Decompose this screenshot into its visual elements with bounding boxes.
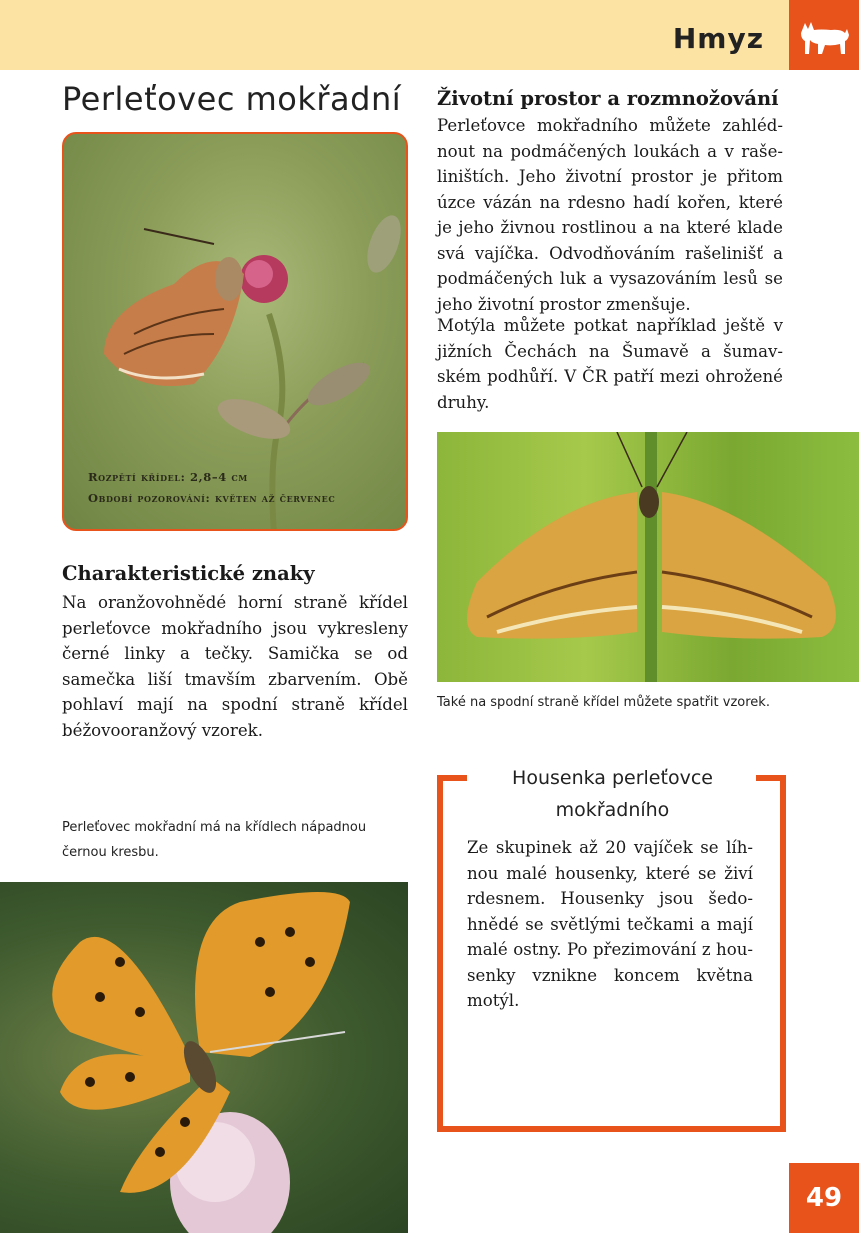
wingspan-fact: Rozpětí křídel: 2,8–4 cm <box>88 470 248 484</box>
section-title: Hmyz <box>672 22 764 55</box>
photo3-caption: Perleťovec mokřadní má na křídlech nápadnou černou kresbu. <box>62 820 367 860</box>
page-number-box <box>789 1163 859 1233</box>
butterfly-photo-underside <box>437 432 859 682</box>
caterpillar-box-text: Ze skupinek až 20 vajíček se líhnou malé housenky, které se živí rdesnem. Housenky jsou šedohnědé se světlými tečkami a mají malé ostny. Po přezimování z housenky vznikne koncem května motýl. <box>467 838 753 1010</box>
characteristics-heading: Charakteristické znaky <box>62 562 315 585</box>
box-bracket-left <box>437 775 467 1132</box>
characteristics-text: Na oranžovohnědé horní straně křídel perleťovce mokřadního jsou vykresleny černé linky a tečky. Samička se od samečka liší tmavším zbarvením. Obě pohlaví mají na spodní straně křídel béžovooranžový vzorek. <box>62 593 408 740</box>
habitat-text-2: Motýla můžete potkat například ještě v jižních Čechách na Šumavě a šumavském podhůří. V ČR patří mezi ohrožené druhy. <box>437 316 783 412</box>
lynx-icon <box>797 13 851 57</box>
habitat-heading: Životní prostor a rozmnožování <box>437 87 779 110</box>
caterpillar-box-title: Housenka perleťovce mokřadního <box>512 767 713 821</box>
habitat-text: Perleťovce mokřadního můžete zahlédnout na podmáčených loukách a v rašeliništích. Jeho životní prostor je přitom úzce vázán na rdesno hadí kořen, které je jeho živnou rostlinou a na které klade svá vajíčka. Odvodňováním rašelinišť a podmáčených luk a vysazováním lesů se jeho životní prostor zmenšuje. <box>437 116 783 314</box>
butterfly-photo-side <box>62 132 408 531</box>
photo2-caption: Také na spodní straně křídel můžete spatřit vzorek. <box>437 695 770 710</box>
box-bottom-border <box>437 1126 786 1132</box>
butterfly-photo-top <box>0 882 408 1233</box>
page-title: Perleťovec mokřadní <box>62 80 402 118</box>
section-icon-box <box>789 0 859 70</box>
box-bracket-right <box>756 775 786 1132</box>
observation-period-fact: Období pozorování: květen až červenec <box>88 491 336 505</box>
photo-facts <box>88 467 335 509</box>
page-number: 49 <box>805 1183 843 1213</box>
